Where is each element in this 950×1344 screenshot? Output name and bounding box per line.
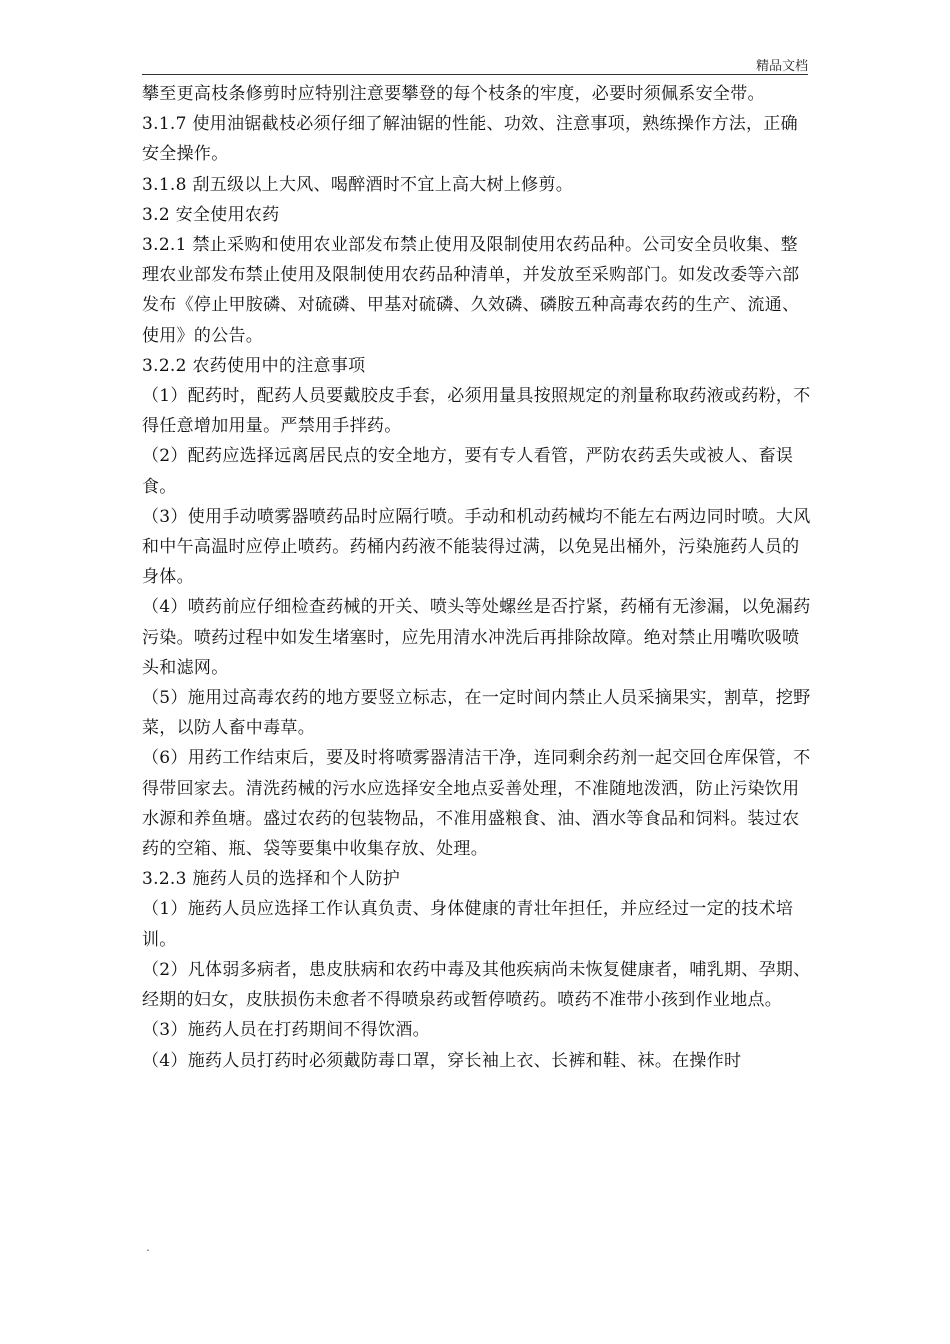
paragraph: 攀至更高枝条修剪时应特别注意要攀登的每个枝条的牢度，必要时须佩系安全带。 <box>142 84 765 104</box>
header-divider <box>142 74 808 75</box>
page-header-label: 精品文档 <box>755 59 808 74</box>
list-item: （3）使用手动喷雾器喷药品时应隔行喷。手动和机动药械均不能左右两边同时喷。大风和中午高温时应停止喷药。药桶内药液不能装得过满，以免晃出桶外，污染施药人员的身体。 <box>142 506 811 588</box>
subsection-heading: 3.2.3 施药人员的选择和个人防护 <box>142 869 401 890</box>
list-item: （3）施药人员在打药期间不得饮酒。 <box>142 1020 430 1041</box>
list-item: （4）施药人员打药时必须戴防毒口罩，穿长袖上衣、长裤和鞋、袜。在操作时 <box>142 1050 742 1071</box>
list-item: （1）施药人员应选择工作认真负责、身体健康的青壮年担任，并应经过一定的技术培训。 <box>142 899 794 950</box>
subsection-heading: 3.2.2 农药使用中的注意事项 <box>142 355 366 376</box>
list-item: （5）施用过高毒农药的地方要竖立标志，在一定时间内禁止人员采摘果实，割草，挖野菜，以防人畜中毒草。 <box>142 688 811 739</box>
list-item: （2）凡体弱多病者，患皮肤病和农药中毒及其他疾病尚未恢复健康者，哺乳期、孕期、经期的妇女，皮肤损伤未愈者不得喷泉药或暂停喷药。喷药不准带小孩到作业地点。 <box>142 959 811 1011</box>
list-item: （6）用药工作结束后，要及时将喷雾器清洁干净，连同剩余药剂一起交回仓库保管，不得带回家去。清洗药械的污水应选择安全地点妥善处理，不准随地泼洒，防止污染饮用水源和养鱼塘。盛过农药的包装物品，不准用盛粮食、油、酒水等食品和饲料。装过农药的空箱、瓶、袋等要集中收集存放、处理。 <box>142 748 811 860</box>
list-item: （1）配药时，配药人员要戴胶皮手套，必须用量具按照规定的剂量称取药液或药粉，不得任意增加用量。严禁用手拌药。 <box>142 386 811 437</box>
section-heading: 3.2 安全使用农药 <box>142 204 280 225</box>
document-body <box>142 79 812 1076</box>
list-item: （4）喷药前应仔细检查药械的开关、喷头等处螺丝是否拧紧，药桶有无渗漏，以免漏药污染。喷药过程中如发生堵塞时，应先用清水冲洗后再排除故障。绝对禁止用嘴吹吸喷头和滤网。 <box>142 597 811 678</box>
paragraph: 3.2.1 禁止采购和使用农业部发布禁止使用及限制使用农药品种。公司安全员收集、整理农业部发布禁止使用及限制使用农药品种清单，并发放至采购部门。如发改委等六部发布《停止甲胺磷、对硫磷、甲基对硫磷、久效磷、磷胺五种高毒农药的生产、流通、使用》的公告。 <box>142 235 800 346</box>
paragraph: 3.1.7 使用油锯截枝必须仔细了解油锯的性能、功效、注意事项，熟练操作方法，正确安全操作。 <box>142 114 798 165</box>
paragraph: 3.1.8 刮五级以上大风、喝醉酒时不宜上高大树上修剪。 <box>142 174 574 195</box>
list-item: （2）配药应选择远离居民点的安全地方，要有专人看管，严防农药丢失或被人、畜误食。 <box>142 446 794 497</box>
footer-mark: . <box>146 1240 150 1254</box>
